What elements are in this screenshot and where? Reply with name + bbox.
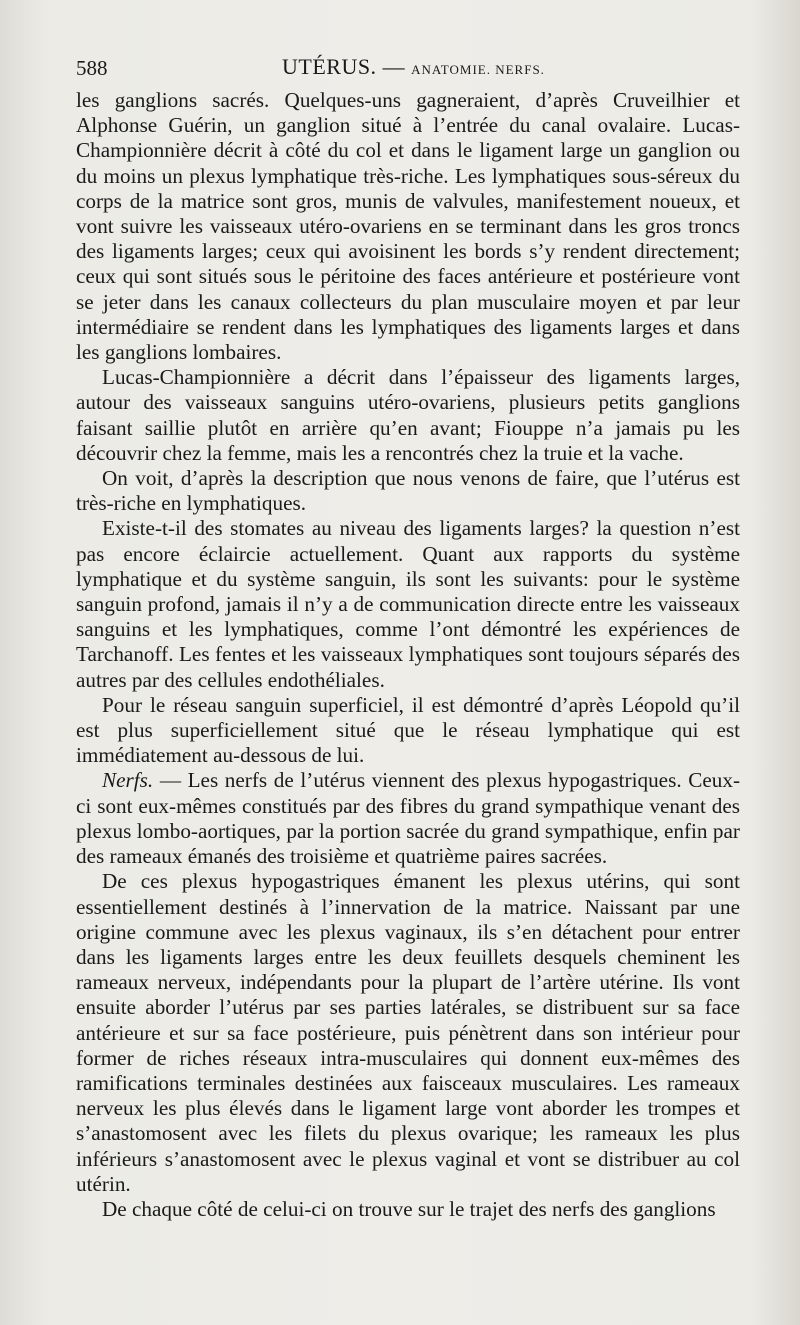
nerfs-heading: Nerfs. <box>102 768 154 793</box>
running-title-separator: — <box>376 54 412 79</box>
paragraph-conclusion-lymphatics: On voit, d’après la description que nous venons de faire, que l’utérus est très-riche en lymphatiques. <box>76 466 740 516</box>
body-text <box>76 88 740 1222</box>
running-title-main: UTÉRUS. <box>282 54 377 79</box>
paragraph-stomates: Existe-t-il des stomates au niveau des ligaments larges? la question n’est pas encore éclaircie actuellement. Quant aux rapports du système lymphatique et du système sanguin, ils sont les suivants: pour le système sanguin profond, jamais il n’y a de communication directe entre les vaisseaux sanguins et les lymphatiques, comme l’ont démontré les expériences de Tarchanoff. Les fentes et les vaisseaux lymphatiques sont toujours séparés des autres par des cellules endothéliales. <box>76 516 740 692</box>
paragraph-nerfs <box>76 768 740 869</box>
nerfs-text: — Les nerfs de l’utérus viennent des plexus hypogastriques. Ceux-ci sont eux-mêmes constitués par des fibres du grand sympathique venant des plexus lombo-aortiques, par la portion sacrée du grand sympathique, enfin par des rameaux émanés des troisième et quatrième paires sacrées. <box>76 768 740 869</box>
paragraph-ganglions-nerfs: De chaque côté de celui-ci on trouve sur le trajet des nerfs des ganglions <box>102 1196 716 1221</box>
paragraph-plexus-uterins: De ces plexus hypogastriques émanent les plexus utérins, qui sont essentiellement destinés à l’innervation de la matrice. Naissant par une origine commune avec les plexus vaginaux, ils s’en détachent pour entrer dans les ligaments larges entre les deux feuillets desquels cheminent les rameaux nerveux, indépendants pour la plupart de l’artère utérine. Ils vont ensuite aborder l’utérus par ses parties latérales, se distribuent sur sa face antérieure et sur sa face postérieure, puis pénètrent dans son intérieur pour former de riches réseaux intra-musculaires qui donnent eux-mêmes des ramifications terminales destinées aux faisceaux musculaires. Les rameaux nerveux les plus élevés dans le ligament large vont aborder les trompes et s’anastomosent avec les filets du plexus ovarique; les rameaux les plus inférieurs s’anastomosent avec le plexus vaginal et vont se distribuer au col utérin. <box>76 869 740 1196</box>
running-title-subtitle: ANATOMIE. NERFS. <box>411 62 545 77</box>
paragraph-ganglions: Lucas-Championnière a décrit dans l’épaisseur des ligaments larges, autour des vaisseaux sanguins utéro-ovariens, plusieurs petits ganglions faisant saillie plutôt en arrière qu’en avant; Fiouppe n’a jamais pu les découvrir chez la femme, mais les a rencontrés chez la truie et la vache. <box>76 365 740 465</box>
page-number: 588 <box>76 56 108 80</box>
running-header <box>76 52 740 88</box>
paragraph-reseau-superficiel: Pour le réseau sanguin superficiel, il est démontré d’après Léopold qu’il est plus superficiellement situé que le réseau lymphatique qui est immédiatement au-dessous de lui. <box>76 692 740 768</box>
paragraph-lymphatics-continued: les ganglions sacrés. Quelques-uns gagneraient, d’après Cruveilhier et Alphonse Guérin, un ganglion situé à l’entrée du canal ovalaire. Lucas-Championnière décrit à côté du col et dans le ligament large un ganglion ou du moins un plexus lymphatique très-riche. Les lymphatiques sous-séreux du corps de la matrice sont gros, munis de valvules, manifestement noueux, et vont suivre les vaisseaux utéro-ovariens en se terminant dans les gros troncs des ligaments larges; ceux qui avoisinent les bords s’y rendent directement; ceux qui sont situés sous le péritoine des faces antérieure et postérieure vont se jeter dans les canaux collecteurs du plan musculaire moyen et par leur intermédiaire se rendent dans les lymphatiques des ligaments larges et dans les ganglions lombaires. <box>76 88 740 365</box>
running-title <box>282 54 545 80</box>
